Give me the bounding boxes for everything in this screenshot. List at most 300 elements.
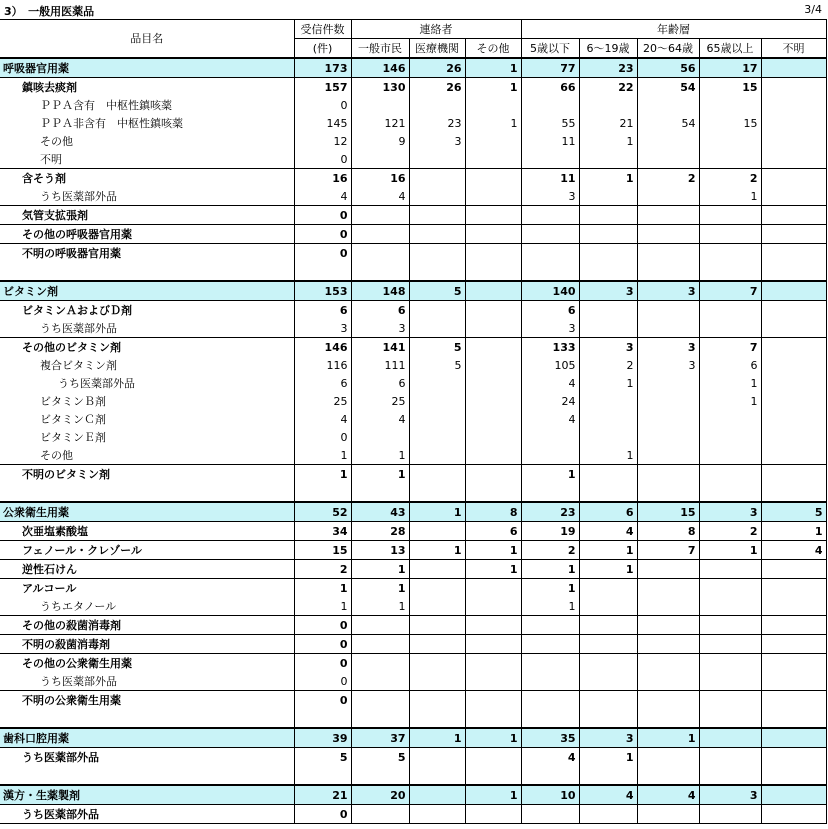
age-header-65plus: 65歳以上 [699,39,761,59]
value-cell [579,410,637,428]
value-cell [761,96,826,114]
empty-cell [579,262,637,281]
value-cell: 15 [637,502,699,522]
value-cell [699,672,761,691]
value-cell: 1 [294,446,351,465]
value-cell [351,244,409,263]
row-label: その他 [0,446,294,465]
value-cell [351,616,409,635]
empty-cell [465,766,521,785]
value-cell [761,132,826,150]
value-cell: 6 [465,522,521,541]
value-cell [699,465,761,484]
value-cell: 5 [409,338,465,357]
empty-cell [761,262,826,281]
value-cell [465,244,521,263]
value-cell [761,748,826,767]
table-row [0,446,826,465]
value-cell [409,410,465,428]
value-cell [521,150,579,169]
value-cell: 1 [465,114,521,132]
value-cell: 173 [294,58,351,78]
value-cell [761,338,826,357]
value-cell: 23 [579,58,637,78]
value-cell [699,446,761,465]
value-cell [409,225,465,244]
value-cell [637,446,699,465]
row-label: その他のビタミン剤 [0,338,294,357]
empty-cell [409,766,465,785]
value-cell [699,560,761,579]
value-cell [699,319,761,338]
value-cell: 23 [409,114,465,132]
value-cell: 130 [351,78,409,97]
value-cell: 1 [579,132,637,150]
value-cell [761,805,826,824]
table-row [0,374,826,392]
value-cell [409,616,465,635]
value-cell: 148 [351,281,409,301]
value-cell: 1 [579,169,637,188]
value-cell: 1 [351,597,409,616]
row-label: ＰＰＡ含有 中枢性鎮咳薬 [0,96,294,114]
value-cell [409,785,465,805]
empty-cell [294,483,351,502]
value-cell [465,319,521,338]
value-cell [465,356,521,374]
value-cell: 3 [294,319,351,338]
value-cell: 1 [465,728,521,748]
value-cell: 3 [521,187,579,206]
spacer-row [0,483,826,502]
row-label: 不明 [0,150,294,169]
table-row [0,206,826,225]
row-label: ビタミン剤 [0,281,294,301]
value-cell [761,785,826,805]
value-cell [699,150,761,169]
value-cell [761,691,826,710]
row-label: うち医薬部外品 [0,187,294,206]
table-row [0,541,826,560]
value-cell [637,748,699,767]
value-cell: 5 [761,502,826,522]
value-cell: 6 [294,301,351,320]
value-cell [579,206,637,225]
value-cell: 10 [521,785,579,805]
value-cell [465,150,521,169]
value-cell [579,392,637,410]
value-cell: 1 [521,579,579,598]
value-cell [699,597,761,616]
value-cell: 0 [294,691,351,710]
value-cell: 1 [465,78,521,97]
empty-cell [637,766,699,785]
value-cell [699,301,761,320]
value-cell: 28 [351,522,409,541]
value-cell [409,691,465,710]
value-cell [637,187,699,206]
value-cell: 0 [294,96,351,114]
value-cell [579,672,637,691]
empty-cell [521,262,579,281]
value-cell [761,244,826,263]
value-cell [761,169,826,188]
value-cell: 1 [294,579,351,598]
value-cell: 121 [351,114,409,132]
value-cell: 1 [465,560,521,579]
received-unit-header: (件) [294,39,351,59]
value-cell [579,654,637,673]
value-cell: 7 [699,281,761,301]
value-cell: 3 [637,356,699,374]
row-label: うち医薬部外品 [0,374,294,392]
table-row [0,805,826,824]
value-cell: 3 [637,281,699,301]
empty-cell [699,262,761,281]
title-bar [0,0,828,19]
value-cell [465,597,521,616]
value-cell [409,319,465,338]
value-cell: 146 [294,338,351,357]
value-cell [579,465,637,484]
value-cell: 1 [294,597,351,616]
value-cell: 9 [351,132,409,150]
value-cell [761,579,826,598]
row-label: 歯科口腔用薬 [0,728,294,748]
value-cell: 0 [294,428,351,446]
value-cell [637,244,699,263]
row-label: その他の公衆衛生用薬 [0,654,294,673]
value-cell: 3 [521,319,579,338]
empty-cell [409,483,465,502]
value-cell: 1 [761,522,826,541]
value-cell [699,225,761,244]
value-cell: 6 [351,374,409,392]
value-cell [761,465,826,484]
table-row [0,616,826,635]
value-cell [409,428,465,446]
row-label: ＰＰＡ非含有 中枢性鎮咳薬 [0,114,294,132]
value-cell: 2 [521,541,579,560]
value-cell: 1 [699,392,761,410]
page-number: 3/4 [804,3,822,16]
value-cell [637,374,699,392]
value-cell [465,748,521,767]
value-cell: 77 [521,58,579,78]
value-cell [637,410,699,428]
value-cell [761,58,826,78]
row-label: 不明のビタミン剤 [0,465,294,484]
empty-cell [294,766,351,785]
value-cell: 157 [294,78,351,97]
value-cell [761,319,826,338]
value-cell [761,410,826,428]
value-cell [761,281,826,301]
value-cell [699,616,761,635]
value-cell: 116 [294,356,351,374]
row-label: 呼吸器官用薬 [0,58,294,78]
table-row [0,522,826,541]
value-cell [465,225,521,244]
empty-cell [409,262,465,281]
value-cell [409,672,465,691]
value-cell: 25 [294,392,351,410]
value-cell [761,150,826,169]
spacer-row [0,262,826,281]
value-cell [351,672,409,691]
value-cell: 4 [521,374,579,392]
table-row [0,597,826,616]
value-cell [465,338,521,357]
value-cell: 55 [521,114,579,132]
table-row [0,635,826,654]
value-cell: 153 [294,281,351,301]
value-cell [637,691,699,710]
value-cell [637,150,699,169]
table-row [0,338,826,357]
value-cell [351,635,409,654]
value-cell [409,374,465,392]
value-cell [465,301,521,320]
value-cell [637,96,699,114]
value-cell: 145 [294,114,351,132]
age-header-6-19: 6～19歳 [579,39,637,59]
value-cell: 15 [699,114,761,132]
value-cell: 2 [637,169,699,188]
value-cell: 4 [761,541,826,560]
row-label: 逆性石けん [0,560,294,579]
value-cell: 2 [699,522,761,541]
table-row [0,244,826,263]
value-cell [637,560,699,579]
value-cell [699,579,761,598]
spacer-row [0,766,826,785]
value-cell: 23 [521,502,579,522]
value-cell: 1 [579,374,637,392]
value-cell: 1 [637,728,699,748]
value-cell: 6 [351,301,409,320]
table-row [0,356,826,374]
value-cell: 1 [351,560,409,579]
table-row [0,319,826,338]
empty-cell [579,709,637,728]
category-row [0,281,826,301]
value-cell: 2 [294,560,351,579]
value-cell: 1 [579,748,637,767]
value-cell [579,301,637,320]
value-cell: 3 [699,785,761,805]
empty-cell [637,709,699,728]
value-cell [409,96,465,114]
value-cell [579,691,637,710]
value-cell: 4 [579,522,637,541]
category-row [0,58,826,78]
row-label: うち医薬部外品 [0,748,294,767]
value-cell: 1 [351,579,409,598]
value-cell [465,672,521,691]
value-cell: 3 [409,132,465,150]
row-label: ビタミンＢ剤 [0,392,294,410]
row-label: 複合ビタミン剤 [0,356,294,374]
value-cell [579,616,637,635]
value-cell [699,132,761,150]
value-cell [351,96,409,114]
value-cell [761,114,826,132]
row-label: うちエタノール [0,597,294,616]
value-cell [579,96,637,114]
empty-cell [761,483,826,502]
value-cell [637,805,699,824]
value-cell [409,579,465,598]
value-cell [351,691,409,710]
row-label: その他の呼吸器官用薬 [0,225,294,244]
value-cell [761,392,826,410]
value-cell [579,635,637,654]
value-cell: 1 [699,541,761,560]
value-cell: 26 [409,58,465,78]
value-cell [699,691,761,710]
value-cell: 1 [699,374,761,392]
value-cell [579,805,637,824]
value-cell [637,672,699,691]
value-cell [761,635,826,654]
value-cell [521,225,579,244]
value-cell [579,150,637,169]
value-cell: 20 [351,785,409,805]
value-cell: 0 [294,225,351,244]
section-title: 3） 一般用医薬品 [4,5,95,18]
value-cell [409,301,465,320]
value-cell: 105 [521,356,579,374]
empty-cell [637,483,699,502]
value-cell: 7 [637,541,699,560]
value-cell: 1 [579,560,637,579]
value-cell: 1 [351,465,409,484]
empty-cell [521,766,579,785]
value-cell: 140 [521,281,579,301]
row-label: その他 [0,132,294,150]
row-label: アルコール [0,579,294,598]
empty-cell [761,766,826,785]
value-cell [465,187,521,206]
value-cell: 56 [637,58,699,78]
value-cell: 4 [521,410,579,428]
row-label: フェノール・クレゾール [0,541,294,560]
value-cell: 4 [637,785,699,805]
value-cell: 0 [294,206,351,225]
value-cell [761,728,826,748]
value-cell: 6 [699,356,761,374]
value-cell [351,428,409,446]
value-cell: 0 [294,244,351,263]
value-cell [637,392,699,410]
value-cell: 52 [294,502,351,522]
value-cell: 6 [521,301,579,320]
empty-cell [0,766,294,785]
empty-cell [294,709,351,728]
value-cell: 25 [351,392,409,410]
value-cell: 22 [579,78,637,97]
table-row [0,691,826,710]
value-cell [465,132,521,150]
value-cell [465,169,521,188]
row-label: 次亜塩素酸塩 [0,522,294,541]
value-cell: 34 [294,522,351,541]
value-cell [579,319,637,338]
value-cell [521,635,579,654]
empty-cell [351,709,409,728]
row-label: うち医薬部外品 [0,805,294,824]
value-cell [521,206,579,225]
value-cell: 111 [351,356,409,374]
value-cell [637,428,699,446]
contact-group-header: 連絡者 [351,20,521,39]
category-row [0,502,826,522]
value-cell [465,374,521,392]
value-cell: 1 [409,502,465,522]
value-cell: 2 [579,356,637,374]
value-cell [465,410,521,428]
value-cell: 11 [521,169,579,188]
value-cell [465,392,521,410]
age-header-under5: 5歳以下 [521,39,579,59]
value-cell [521,805,579,824]
value-cell [465,691,521,710]
empty-cell [0,483,294,502]
value-cell: 5 [409,281,465,301]
empty-cell [351,483,409,502]
value-cell [521,616,579,635]
value-cell [351,206,409,225]
value-cell: 66 [521,78,579,97]
value-cell [637,206,699,225]
value-cell [761,374,826,392]
empty-cell [637,262,699,281]
value-cell [699,96,761,114]
contact-header-medical: 医療機関 [409,39,465,59]
value-cell: 4 [521,748,579,767]
value-cell [637,654,699,673]
table-row [0,187,826,206]
value-cell: 1 [465,58,521,78]
empty-cell [521,709,579,728]
value-cell [521,654,579,673]
contact-header-other: その他 [465,39,521,59]
table-row [0,132,826,150]
value-cell [465,206,521,225]
value-cell: 15 [699,78,761,97]
value-cell [465,446,521,465]
row-label: ビタミンＥ剤 [0,428,294,446]
value-cell [465,281,521,301]
value-cell [761,446,826,465]
value-cell: 3 [579,728,637,748]
row-label: 不明の殺菌消毒剤 [0,635,294,654]
value-cell: 0 [294,805,351,824]
value-cell [637,635,699,654]
value-cell [637,301,699,320]
value-cell [579,244,637,263]
value-cell [465,635,521,654]
value-cell [465,96,521,114]
value-cell [637,319,699,338]
value-cell [465,654,521,673]
value-cell [637,597,699,616]
empty-cell [465,483,521,502]
value-cell [521,96,579,114]
value-cell: 43 [351,502,409,522]
value-cell [637,579,699,598]
